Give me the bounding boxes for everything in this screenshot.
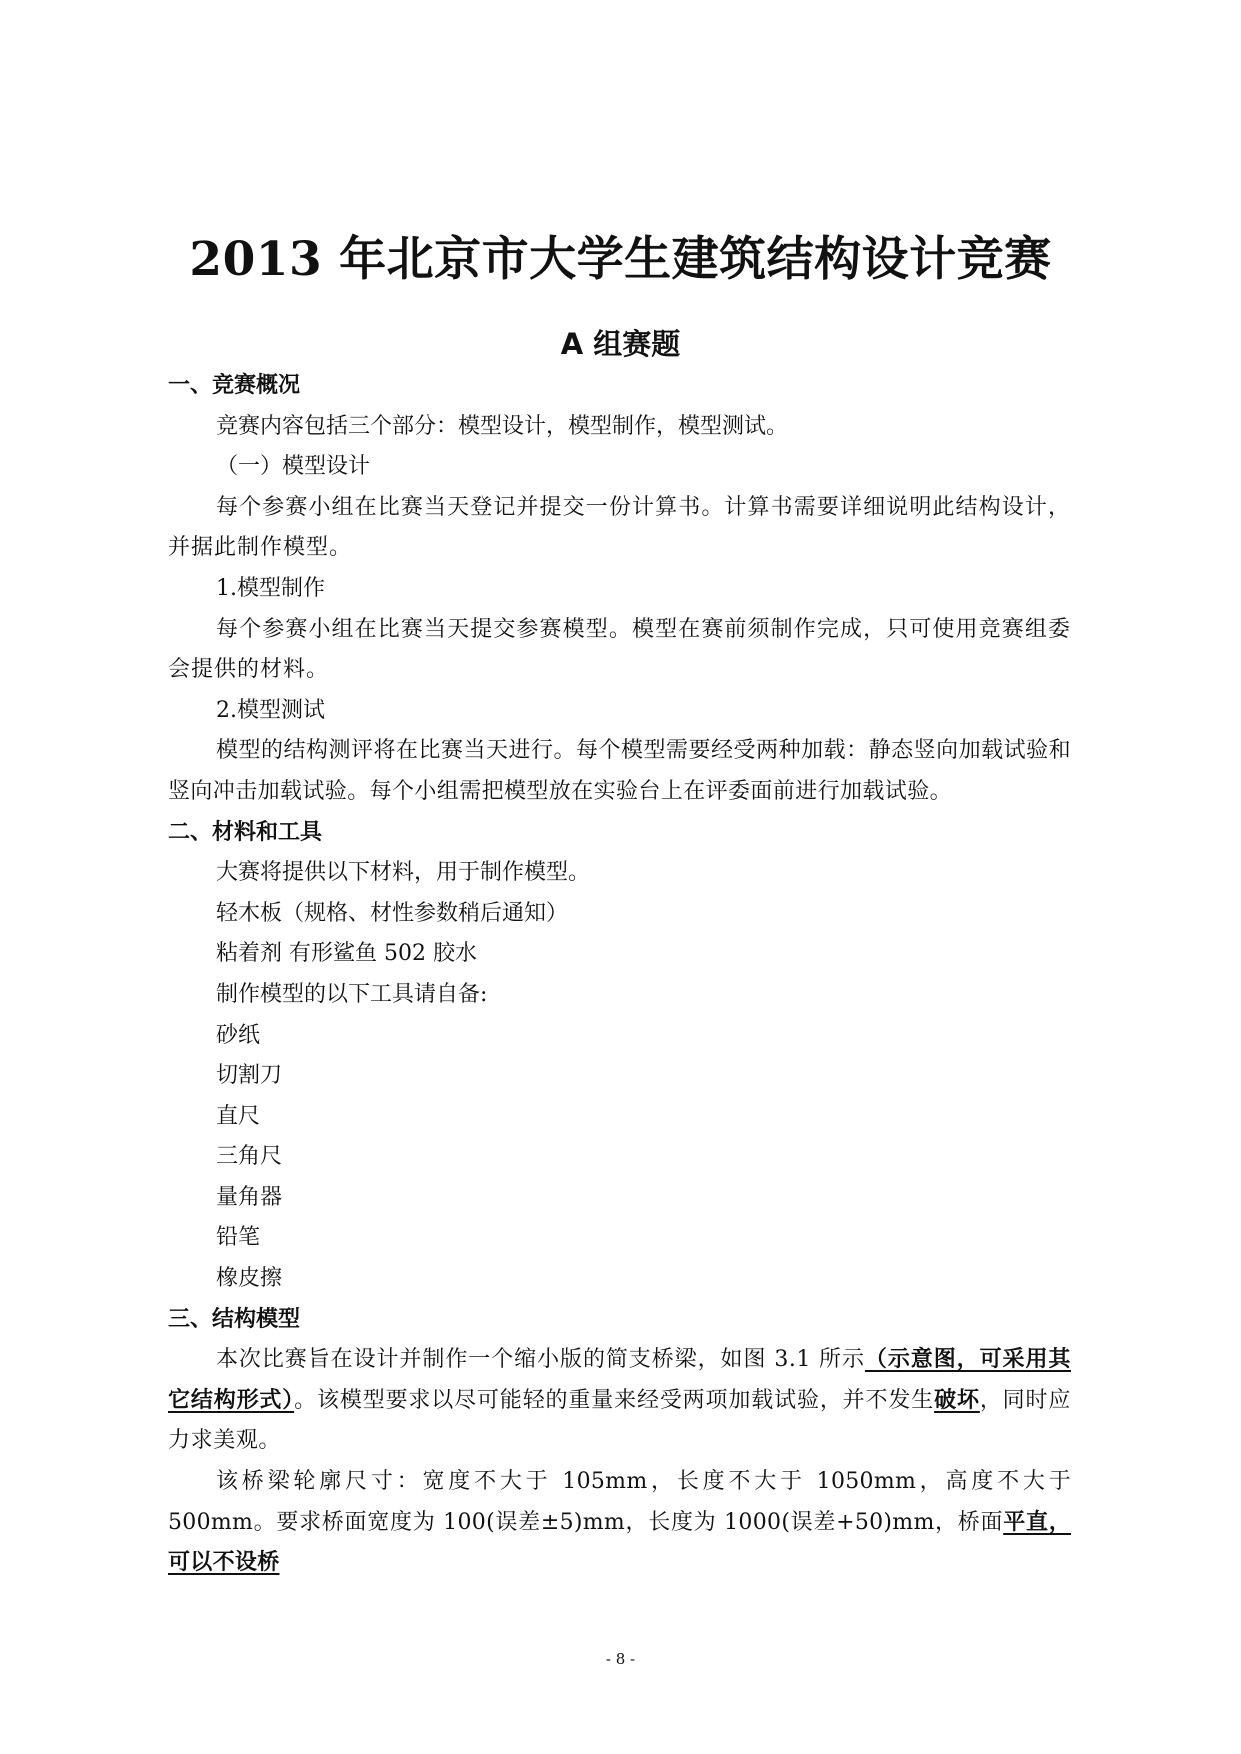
text-span: ，同时应力求美观。	[168, 1387, 1071, 1454]
section-heading-structure: 三、结构模型	[168, 1306, 301, 1332]
paragraph: 大赛将提供以下材料，用于制作模型。	[216, 860, 591, 886]
document-body	[168, 366, 1071, 1584]
paragraph: 每个参赛小组在比赛当天提交参赛模型。模型在赛前须制作完成，只可使用竞赛组委会提供的材料。	[168, 616, 1071, 683]
paragraph	[168, 1340, 1071, 1462]
tool-item: 砂纸	[216, 1022, 261, 1048]
tool-item: 三角尺	[216, 1144, 283, 1170]
section-heading-overview: 一、竞赛概况	[168, 373, 301, 398]
paragraph: 2.模型测试	[216, 697, 325, 723]
paragraph	[168, 1462, 1071, 1584]
paragraph: 粘着剂 有形鲨鱼 502 胶水	[216, 941, 477, 967]
section-heading-materials: 二、材料和工具	[168, 819, 323, 845]
document-subtitle: A 组赛题	[560, 327, 681, 361]
tool-item: 切割刀	[216, 1063, 283, 1089]
document-title: 2013 年北京市大学生建筑结构设计竞赛	[189, 232, 1052, 287]
text-span: 该桥梁轮廓尺寸：宽度不大于 105mm，长度不大于 1050mm，高度不大于 500mm。要求桥面宽度为 100(误差±5)mm，长度为 1000(误差+50)mm，桥面	[168, 1469, 1072, 1535]
emphasis-text: 平直，可以不设桥	[168, 1509, 1071, 1576]
emphasis-text: 破坏	[934, 1387, 980, 1413]
paragraph: 模型的结构测评将在比赛当天进行。每个模型需要经受两种加载：静态竖向加载试验和竖向冲击加载试验。每个小组需把模型放在实验台上在评委面前进行加载试验。	[168, 738, 1071, 804]
tool-item: 铅笔	[216, 1225, 261, 1251]
emphasis-text: （示意图，可采用其它结构形式）	[168, 1347, 1071, 1413]
tool-item: 量角器	[216, 1184, 283, 1210]
tool-item: 橡皮擦	[216, 1266, 283, 1292]
text-span: 本次比赛旨在设计并制作一个缩小版的简支桥梁，如图 3.1 所示	[216, 1347, 865, 1373]
text-span: 。该模型要求以尽可能轻的重量来经受两项加载试验，并不发生	[294, 1387, 935, 1413]
paragraph: （一）模型设计	[216, 454, 371, 480]
paragraph: 每个参赛小组在比赛当天登记并提交一份计算书。计算书需要详细说明此结构设计，并据此制作模型。	[168, 494, 1071, 561]
paragraph: 竞赛内容包括三个部分：模型设计，模型制作，模型测试。	[216, 413, 789, 439]
paragraph: 1.模型制作	[216, 575, 325, 601]
paragraph: 轻木板（规格、材性参数稍后通知）	[216, 900, 569, 926]
page-number: - 8 -	[605, 1650, 636, 1668]
tool-item: 直尺	[216, 1103, 261, 1129]
paragraph: 制作模型的以下工具请自备:	[216, 981, 488, 1007]
